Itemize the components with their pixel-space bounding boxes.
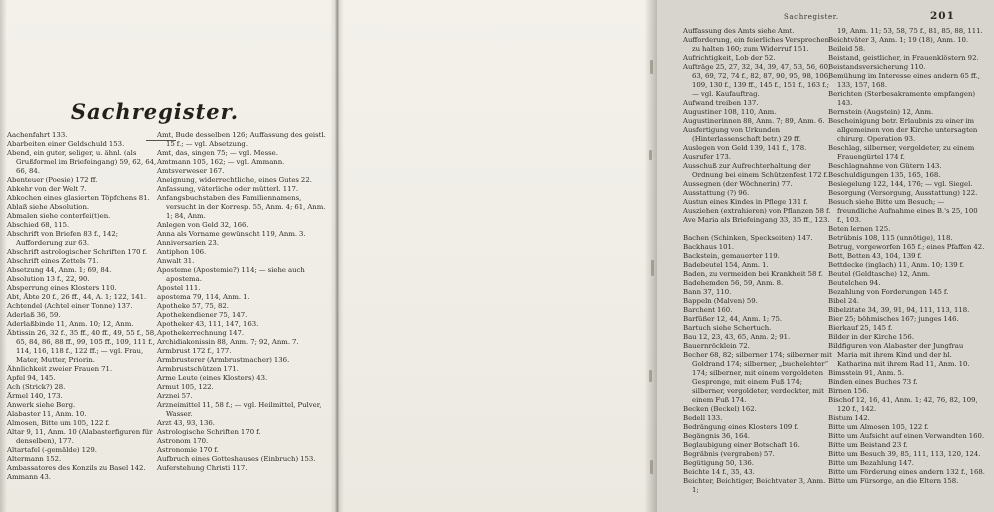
index-entry: Äbtissin 26, 32 f., 35 ff., 40 ff., 49, 55 f., 58, 65, 84, 86, 88 ff., 99, 105 ff., 109, 111 f., 114, 116, 118 f., 122 ff.; — vgl. Frau, Mater, Mutter, Priorin.: [7, 329, 157, 364]
index-entry: Barchent 160.: [683, 306, 733, 314]
index-entry: Aufträge 25, 27, 32, 34, 39, 47, 53, 56, 60, 63, 69, 72, 74 f., 82, 87, 90, 95, 98, 106, 109, 130 f., 139 ff., 145 f., 151 f., 163 f.; — vgl. Kaufauftrag.: [683, 63, 831, 98]
index-entry: Absolution 13 f., 22, 90.: [7, 275, 90, 283]
index-entry: Auffassung des Amts siehe Amt.: [683, 27, 795, 35]
index-entry: Abkochen eines glasierten Töpfchens 81.: [7, 194, 150, 202]
index-entry: Binden eines Buches 73 f.: [828, 378, 918, 386]
index-entry: Betrug, vorgeworfen 165 f.; eines Pfaffen 42.: [828, 243, 985, 251]
index-entry: Beichtväter 3, Anm. 1; 19 (18), Anm. 10.: [828, 36, 969, 44]
index-entry: Baden, zu vermeiden bei Krankheit 58 f.: [683, 270, 823, 278]
index-entry: Apothekerrechnung 147.: [157, 329, 245, 337]
index-entry: Beschlagnahme von Gütern 143.: [828, 162, 942, 170]
index-entry: Beschlag, silberner, vergoldeter, zu einem Frauengürtel 174 f.: [828, 144, 975, 161]
index-entry: Archidiakonissin 88, Anm. 7; 92, Anm. 7.: [157, 338, 299, 346]
index-entry: Begütigung 50, 136.: [683, 459, 754, 467]
index-entry: Ach (Strick?) 28.: [7, 383, 66, 391]
index-entry: Aufrichtigkeit, Lob der 52.: [683, 54, 776, 62]
index-entry: Beistandsversicherung 110.: [828, 63, 926, 71]
index-entry: Arme Leute (eines Klosters) 43.: [157, 374, 268, 382]
index-entry: Amtsverweser 167.: [157, 167, 225, 175]
index-entry: Abenteuer (Poesie) 172 ff.: [7, 176, 98, 184]
index-entry: Apotheker 43, 111, 147, 163.: [157, 320, 259, 328]
index-entry: Beichter, Beichtiger, Beichtvater 3, Anm. 1;: [683, 477, 826, 494]
index-entry: Backstein, gemauerter 119.: [683, 252, 780, 260]
index-entry: Astrologische Schriften 170 f.: [157, 428, 261, 436]
index-entry: Beschuldigungen 135, 165, 168.: [828, 171, 941, 179]
index-entry: Anfangsbuchstaben des Familiennamens, versucht in der Korresp. 55, Anm. 4; 61, Anm. 1; 84, Anm.: [157, 194, 326, 220]
index-entry: Aderlaßbinde 11, Anm. 10; 12, Anm.: [7, 320, 134, 328]
index-entry: Aufforderung, ein feierliches Versprechen zu halten 160; zum Widerruf 151.: [683, 36, 830, 53]
index-entry: Ausrufer 173.: [683, 153, 731, 161]
index-entry: Amt, das, singen 75; — vgl. Messe.: [157, 149, 278, 157]
index-entry: Beileid 58.: [828, 45, 866, 53]
index-entry: Aderlaß 36, 59.: [7, 311, 61, 319]
index-entry: Ammann 43.: [7, 473, 51, 481]
index-entry: Berichten (Sterbesakramente empfangen) 143.: [828, 90, 976, 107]
index-entry: Arznei 57.: [157, 392, 193, 400]
index-entry: Arzt 43, 93, 136.: [157, 419, 215, 427]
index-entry: Bezahlung von Forderungen 145 f.: [828, 288, 949, 296]
index-entry: Alabaster 11, Anm. 10.: [7, 410, 87, 418]
index-entry: Amtmann 105, 162; — vgl. Ammann.: [157, 158, 285, 166]
index-entry: Bitte um Förderung eines andern 132 f., 168.: [828, 468, 985, 476]
index-entry: Armbrustschützen 171.: [157, 365, 239, 373]
index-entry: Abkehr von der Welt 7.: [7, 185, 87, 193]
index-entry: Bibelzitate 34, 39, 91, 94, 111, 113, 118.: [828, 306, 970, 314]
index-entry: Anwerk siehe Berg.: [7, 401, 76, 409]
index-entry: Auferstehung Christi 117.: [157, 464, 248, 472]
index-entry: Bappeln (Malven) 59.: [683, 297, 758, 305]
index-entry: Bann 37, 110.: [683, 288, 732, 296]
index-entry: Bett, Betten 43, 104, 139 f.: [828, 252, 922, 260]
edge-mark: [651, 260, 654, 276]
index-entry: Astronom 170.: [157, 437, 209, 445]
index-entry: Bitte um Beistand 23 f.: [828, 441, 908, 449]
index-entry: Besuch siehe Bitte um Besuch; — freundliche Aufnahme eines B.'s 25, 100 f., 103.: [828, 198, 978, 224]
index-entry: Bimsstein 91, Anm. 5.: [828, 369, 905, 377]
left-page-column-1: [7, 131, 160, 497]
index-entry: Anlegen von Geld 32, 166.: [157, 221, 249, 229]
index-entry: Ausziehen (extrahieren) von Pflanzen 58 f.: [683, 207, 831, 215]
index-entry: Ähnlichkeit zweier Frauen 71.: [7, 365, 113, 373]
index-entry: Bitte um Bezahlung 147.: [828, 459, 914, 467]
left-page: [0, 0, 337, 512]
index-entry: Beutel (Geldtasche) 12, Anm.: [828, 270, 931, 278]
index-entry: Badebeutel 154, Anm. 1.: [683, 261, 769, 269]
section-heading: Sachregister.: [70, 99, 240, 124]
index-entry: Begräbnis (vergraben) 57.: [683, 450, 775, 458]
index-entry: Besorgung (Versorgung, Ausstattung) 122.: [828, 189, 978, 197]
index-entry: Besiegelung 122, 144, 176; — vgl. Siegel.: [828, 180, 973, 188]
index-entry: Aussegnen (der Wöchnerin) 77.: [683, 180, 793, 188]
index-entry: Bescheinigung betr. Erlaubnis zu einer im allgemeinen von der Kirche untersagten chirurg. Operation 93.: [828, 117, 978, 143]
index-entry: Altar 9, 11, Anm. 10 (Alabasterfiguren für denselben), 177.: [7, 428, 153, 445]
index-entry: Bildfiguren von Alabaster der Jungfrau Maria mit ihrem Kind und der hl. Katharina mit ihrem Rad 11, Anm. 10.: [828, 342, 970, 368]
index-entry: Bernstein (Augstein) 12, Anm.: [828, 108, 934, 116]
right-page-column-2: [828, 27, 986, 497]
index-entry: Bau 12, 23, 43, 65, Anm. 2; 91.: [683, 333, 791, 341]
index-entry: Apotheke 57, 75, 82.: [157, 302, 229, 310]
edge-mark: [650, 60, 653, 74]
index-entry: Apothekendiener 75, 147.: [157, 311, 248, 319]
edge-mark: [649, 150, 652, 160]
scan-right-edge-shadow: [645, 0, 657, 512]
index-entry: Bitte um Fürsorge, an die Eltern 158.: [828, 477, 959, 485]
index-entry: Begängnis 36, 164.: [683, 432, 750, 440]
index-entry: Austun eines Kindes in Pflege 131 f.: [683, 198, 808, 206]
index-entry: Bilder in der Kirche 156.: [828, 333, 915, 341]
index-entry: Bartuch siehe Schertuch.: [683, 324, 772, 332]
right-page-column-1: [683, 27, 833, 497]
index-entry: Altartafel (-gemälde) 129.: [7, 446, 97, 454]
running-header-title: Sachregister.: [784, 13, 839, 21]
index-entry: Augustiner 108, 110, Anm.: [683, 108, 777, 116]
index-entry: Augustinerinnen 88, Anm. 7; 89, Anm. 6.: [683, 117, 825, 125]
index-entry: Birnen 156.: [828, 387, 869, 395]
index-entry: Beistand, geistlicher, in Frauenklöstern 92.: [828, 54, 979, 62]
index-entry: Ausstattung (?) 96.: [683, 189, 750, 197]
index-entry: Bedell 133.: [683, 414, 723, 422]
index-entry: Anwalt 31.: [157, 257, 195, 265]
index-entry: Aachenfahrt 133.: [7, 131, 68, 139]
index-entry: Absetzung 44, Anm. 1; 69, 84.: [7, 266, 112, 274]
index-entry: Abschrift astrologischer Schriften 170 f.: [7, 248, 148, 256]
edge-mark: [650, 460, 653, 474]
index-entry: Beutelchen 94.: [828, 279, 881, 287]
index-entry: Abmalen siehe conterfei(t)en.: [7, 212, 111, 220]
index-entry: Achtendel (Achtel einer Tonne) 137.: [7, 302, 133, 310]
index-entry: Abend, ein guter, seliger, u. ähnl. (als Grußformel im Briefeingang) 59, 62, 64, 66, 84.: [7, 149, 157, 175]
index-entry: Abarbeiten einer Geldschuld 153.: [7, 140, 125, 148]
index-entry: Bitte um Aufsicht auf einen Verwandten 160.: [828, 432, 985, 440]
index-entry: Altermann 152.: [7, 455, 62, 463]
index-entry: Amt, Bude desselben 126; Auffassung des geistl. 15 f.; — vgl. Absetzung.: [157, 131, 326, 148]
page-number: 201: [930, 10, 955, 22]
index-entry: Armut 105, 122.: [157, 383, 214, 391]
edge-mark: [649, 370, 652, 382]
right-page: [337, 0, 985, 512]
index-entry: apostema 79, 114, Anm. 1.: [157, 293, 250, 301]
index-entry: Bachen (Schinken, Speckseiten) 147.: [683, 234, 813, 242]
index-entry: Absperrung eines Klosters 110.: [7, 284, 117, 292]
index-entry: Bibel 24.: [828, 297, 859, 305]
index-entry: Abschrift eines Zettels 71.: [7, 257, 99, 265]
index-entry: Ablaß siehe Absolution.: [7, 203, 90, 211]
index-entry: Armbrusterer (Armbrustmacher) 136.: [157, 356, 290, 364]
index-entry: Anniversarien 23.: [157, 239, 219, 247]
index-entry: Ave Maria als Briefeingang 33, 35 ff., 123.: [683, 216, 830, 224]
index-entry: Becher 68, 82; silberner 174; silberner mit Goldrand 174; silberner, „buchelehter“ 174; silberner, mit einem vergoldeten Gesprenge, mit einem Fuß 174; silberner, vergoldeter, verdeckter, mit einem Fuß 174.: [683, 351, 832, 404]
running-header: [337, 0, 994, 28]
index-entry: Ausfertigung von Urkunden (Hinterlassenschaft betr.) 29 ff.: [683, 126, 801, 143]
index-entry: Aposteme (Apostemie?) 114; — siehe auch apostema.: [157, 266, 305, 283]
index-entry: Backhaus 101.: [683, 243, 735, 251]
index-entry: Ambassatores des Konzils zu Basel 142.: [7, 464, 146, 472]
index-entry: Bier 25; böhmisches 167; junges 146.: [828, 315, 959, 323]
index-entry: Beten lernen 125.: [828, 225, 891, 233]
index-entry: Betrübnis 108, 115 (unnötige), 118.: [828, 234, 953, 242]
index-entry: Bierkauf 25, 145 f.: [828, 324, 893, 332]
index-entry: Astronomie 170 f.: [157, 446, 219, 454]
index-entry: 19, Anm. 11; 53, 58, 75 f., 81, 85, 88, 111.: [837, 27, 983, 35]
index-entry: Becken (Beckel) 162.: [683, 405, 757, 413]
index-entry: Apfel 94, 145.: [7, 374, 56, 382]
index-entry: Apostel 111.: [157, 284, 201, 292]
index-entry: Bemühung im Interesse eines andern 65 ff., 133, 157, 168.: [828, 72, 980, 89]
index-entry: Ärmel 140, 173.: [7, 392, 63, 400]
index-entry: Anfassung, väterliche oder mütterl. 117.: [157, 185, 299, 193]
index-entry: Antiphon 106.: [157, 248, 207, 256]
index-entry: Beichte 14 f., 35, 43.: [683, 468, 755, 476]
index-entry: Anna als Vorname gewünscht 119, Anm. 3.: [157, 230, 306, 238]
index-entry: Bitte um Besuch 39, 85, 111, 113, 120, 124.: [828, 450, 981, 458]
index-entry: Abschied 68, 115.: [7, 221, 70, 229]
index-entry: Bistum 142.: [828, 414, 870, 422]
index-entry: Bedrängung eines Klosters 109 f.: [683, 423, 799, 431]
index-entry: Aufwand treiben 137.: [683, 99, 759, 107]
index-entry: Aneignung, widerrechtliche, eines Gutes 22.: [157, 176, 312, 184]
index-entry: Badehemden 56, 59, Anm. 8.: [683, 279, 784, 287]
index-entry: Auslegen von Geld 139, 141 f., 178.: [683, 144, 807, 152]
index-entry: Arzneimittel 11, 58 f.; — vgl. Heilmittel, Pulver, Wasser.: [157, 401, 322, 418]
index-entry: Aufbruch eines Gotteshauses (Einbruch) 153.: [157, 455, 316, 463]
index-entry: Bischof 12, 16, 41, Anm. 1; 42, 76, 82, 109, 120 f., 142.: [828, 396, 978, 413]
index-entry: Abt, Äbte 20 f., 26 ff., 44, A. 1; 122, 141.: [7, 293, 147, 301]
index-entry: Ausschuß zur Aufrechterhaltung der Ordnung bei einem Schützenfest 172 f.: [683, 162, 829, 179]
index-entry: Bauernröcklein 72.: [683, 342, 750, 350]
index-entry: Bitte um Almosen 105, 122 f.: [828, 423, 929, 431]
index-entry: Almosen, Bitte um 105, 122 f.: [7, 419, 110, 427]
index-entry: Armbrust 172 f., 177.: [157, 347, 232, 355]
index-entry: Barfüßer 12, 44, Anm. 1; 75.: [683, 315, 783, 323]
left-page-column-2: [157, 131, 333, 497]
index-entry: Abschrift von Briefen 83 f., 142; Aufforderung zur 63.: [7, 230, 119, 247]
index-entry: Beglaubigung einer Botschaft 16.: [683, 441, 800, 449]
index-entry: Bettdecke (inglach) 11, Anm. 10; 139 f.: [828, 261, 965, 269]
